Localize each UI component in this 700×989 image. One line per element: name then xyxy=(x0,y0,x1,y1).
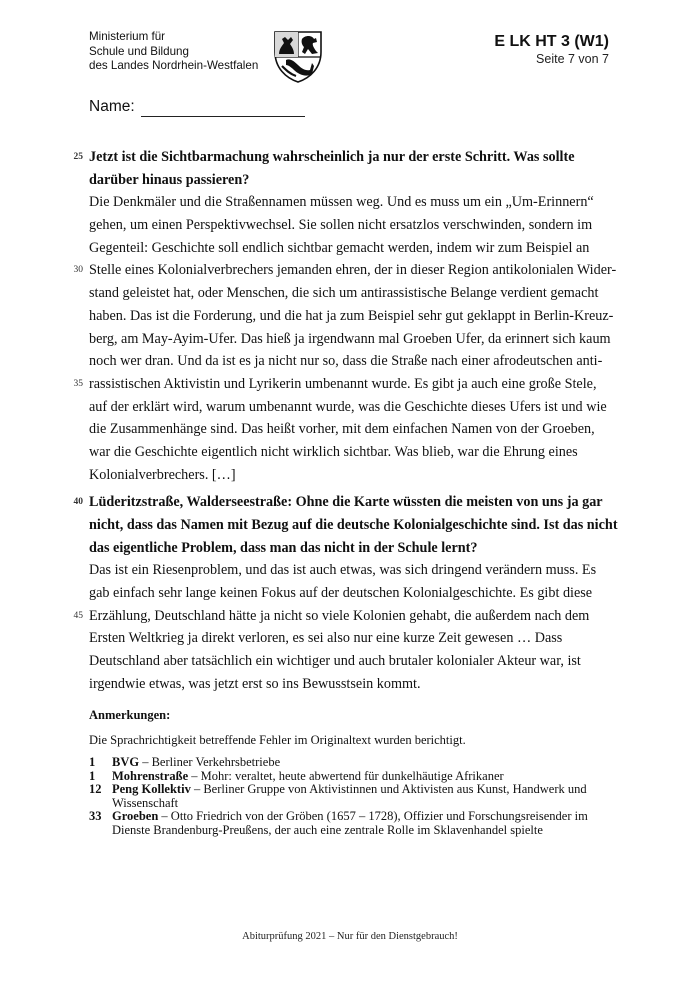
line-text: darüber hinaus passieren? xyxy=(89,171,250,188)
annotation-term: BVG xyxy=(112,755,140,769)
annotation-term: Mohrenstraße xyxy=(112,768,189,783)
name-underline xyxy=(141,101,305,117)
line-text: Jetzt ist die Sichtbarmachung wahrscheinlich ja nur der erste Schritt. Was sollte xyxy=(89,149,575,165)
nrw-coat-of-arms-icon xyxy=(272,30,324,84)
footer-note: Abiturprüfung 2021 – Nur für den Dienstgebrauch! xyxy=(242,931,458,942)
annotation-line-ref: 1 xyxy=(89,755,96,769)
answer-line xyxy=(89,559,609,582)
answer-line xyxy=(89,441,609,464)
answer-line xyxy=(73,373,609,396)
line-text: Stelle eines Kolonialverbrechers jemanden ehren, der in dieser Region antikolonialen Wider- xyxy=(89,262,617,279)
answer-line xyxy=(89,396,609,419)
line-text: die Zusammenhänge sind. Das heißt vorher, mit dem einfachen Namen von der Groeben, xyxy=(89,421,595,438)
annotation-text xyxy=(112,783,619,810)
line-text: Kolonialverbrechers. […] xyxy=(89,466,236,483)
annotation-text xyxy=(112,810,619,837)
name-label: Name: xyxy=(89,98,135,115)
line-text: Das ist ein Riesenproblem, und das ist auch etwas, was sich dringend verändern muss. Es xyxy=(89,562,597,579)
annotation-text xyxy=(112,756,280,770)
answer-line xyxy=(89,673,609,696)
question-line xyxy=(89,169,609,192)
line-text: auf der erklärt wird, warum umbenannt wurde, was die Geschichte dieses Ufers ist und wie xyxy=(89,398,607,415)
question-line xyxy=(73,146,609,169)
line-text: Gegenteil: Geschichte soll endlich sichtbar gemacht werden, indem wir zum Beispiel an xyxy=(89,239,590,256)
question-line xyxy=(89,514,618,537)
line-number: 35 xyxy=(73,378,83,389)
ministry-line: Ministerium für xyxy=(89,30,166,43)
ministry-line: des Landes Nordrhein-Westfalen xyxy=(89,59,259,72)
line-text: nicht, dass das Namen mit Bezug auf die deutsche Kolonialgeschichte sind. Ist das nicht xyxy=(89,517,618,533)
annotation-item xyxy=(89,770,619,784)
answer-line xyxy=(89,464,609,487)
line-text: gab einfach sehr lange keinen Fokus auf der deutschen Kolonialgeschichte. Es gibt diese xyxy=(89,585,593,602)
line-text: Deutschland aber tatsächlich ein wichtiger und auch brutaler kolonialer Akteur war, ist xyxy=(89,653,581,670)
line-text: Die Denkmäler und die Straßennamen müssen weg. Und es muss um ein „Um-Erinnern“ xyxy=(89,194,594,211)
annotation-description: – Berliner Gruppe von Aktivistinnen und Aktivisten aus Kunst, Handwerk und Wissenschaft xyxy=(112,782,587,810)
name-field xyxy=(89,97,305,117)
answer-line xyxy=(89,650,609,673)
answer-line xyxy=(89,627,609,650)
question-line xyxy=(73,491,609,514)
line-text: das eigentliche Problem, dass man das nicht in der Schule lernt? xyxy=(89,539,478,556)
annotation-term: Groeben xyxy=(112,809,159,823)
exam-code: E LK HT 3 (W1) xyxy=(494,33,609,50)
annotation-term: Peng Kollektiv xyxy=(112,782,191,796)
line-text: berg, am May-Ayim-Ufer. Das hieß ja irgendwann mal Groeben Ufer, da erinnert sich kaum xyxy=(89,330,611,347)
ministry-line: Schule und Bildung xyxy=(89,44,189,58)
line-text: Ersten Weltkrieg ja direkt verloren, es sei also nur eine kurze Zeit gewesen … Dass xyxy=(89,630,563,647)
answer-line xyxy=(89,418,609,441)
annotation-description: – Mohr: veraltet, heute abwertend für dunkelhäutige Afrikaner xyxy=(188,768,504,783)
answer-line xyxy=(73,605,609,628)
annotations-title: Anmerkungen: xyxy=(89,708,171,722)
annotation-text xyxy=(112,770,504,784)
answer-line xyxy=(73,259,617,282)
answer-line xyxy=(89,582,609,605)
line-text: noch wer dran. Und da ist es ja nicht nur so, dass die Straße nach einer afrodeutschen anti- xyxy=(89,353,603,370)
answer-line xyxy=(89,237,609,260)
annotation-description: – Berliner Verkehrsbetriebe xyxy=(139,755,281,769)
annotations-list xyxy=(89,756,619,837)
line-text: rassistischen Aktivistin und Lyrikerin umbenannt wurde. Es gibt ja auch eine große Stele, xyxy=(89,375,597,392)
answer-line xyxy=(89,214,609,237)
line-number: 30 xyxy=(73,265,83,276)
answer-line xyxy=(89,191,609,214)
answer-line xyxy=(89,282,609,305)
line-number: 40 xyxy=(73,497,83,508)
line-text: gehen, um einen Perspektivwechsel. Sie sollen nicht ersatzlos verschwinden, sondern im xyxy=(89,217,593,234)
page-indicator: Seite 7 von 7 xyxy=(536,52,609,66)
annotations-intro: Die Sprachrichtigkeit betreffende Fehler im Originaltext wurden berichtigt. xyxy=(89,733,466,747)
line-text: irgendwie etwas, was jetzt erst so ins Bewusstsein kommt. xyxy=(89,675,421,692)
line-text: war die Geschichte eigentlich nicht wirklich sichtbar. Was blieb, war die Ehrung eines xyxy=(89,443,578,460)
answer-line xyxy=(89,305,614,328)
interview-text xyxy=(73,146,618,696)
annotation-item xyxy=(89,783,619,810)
answer-line xyxy=(89,328,609,351)
line-text: stand geleistet hat, oder Menschen, die sich um antirassistische Belange verdient gemacht xyxy=(89,285,599,302)
answer-line xyxy=(89,350,609,373)
line-number: 25 xyxy=(73,152,83,162)
question-line xyxy=(89,537,609,560)
annotation-description: – Otto Friedrich von der Gröben (1657 – 1728), Offizier und Forschungsreisender im Dienste Brandenburg-Preußens, der auch eine zentrale Rolle im Sklavenhandel spielte xyxy=(112,809,588,837)
annotation-item xyxy=(89,810,619,837)
line-text: Lüderitzstraße, Walderseestraße: Ohne die Karte wüssten die meisten von uns ja gar xyxy=(89,494,603,511)
ministry-logo-text xyxy=(89,30,258,74)
annotations-section xyxy=(89,707,619,837)
annotation-line-ref: 12 xyxy=(89,782,102,796)
annotation-line-ref: 1 xyxy=(89,768,96,783)
line-text: Erzählung, Deutschland hätte ja nicht so viele Kolonien gehabt, die außerdem nach dem xyxy=(89,607,590,624)
line-text: haben. Das ist die Forderung, und die hat ja zum Beispiel sehr gut geklappt in Berlin-Kreuz- xyxy=(89,307,614,324)
annotation-item xyxy=(89,756,619,770)
line-number: 45 xyxy=(73,610,83,621)
annotation-line-ref: 33 xyxy=(89,809,102,823)
